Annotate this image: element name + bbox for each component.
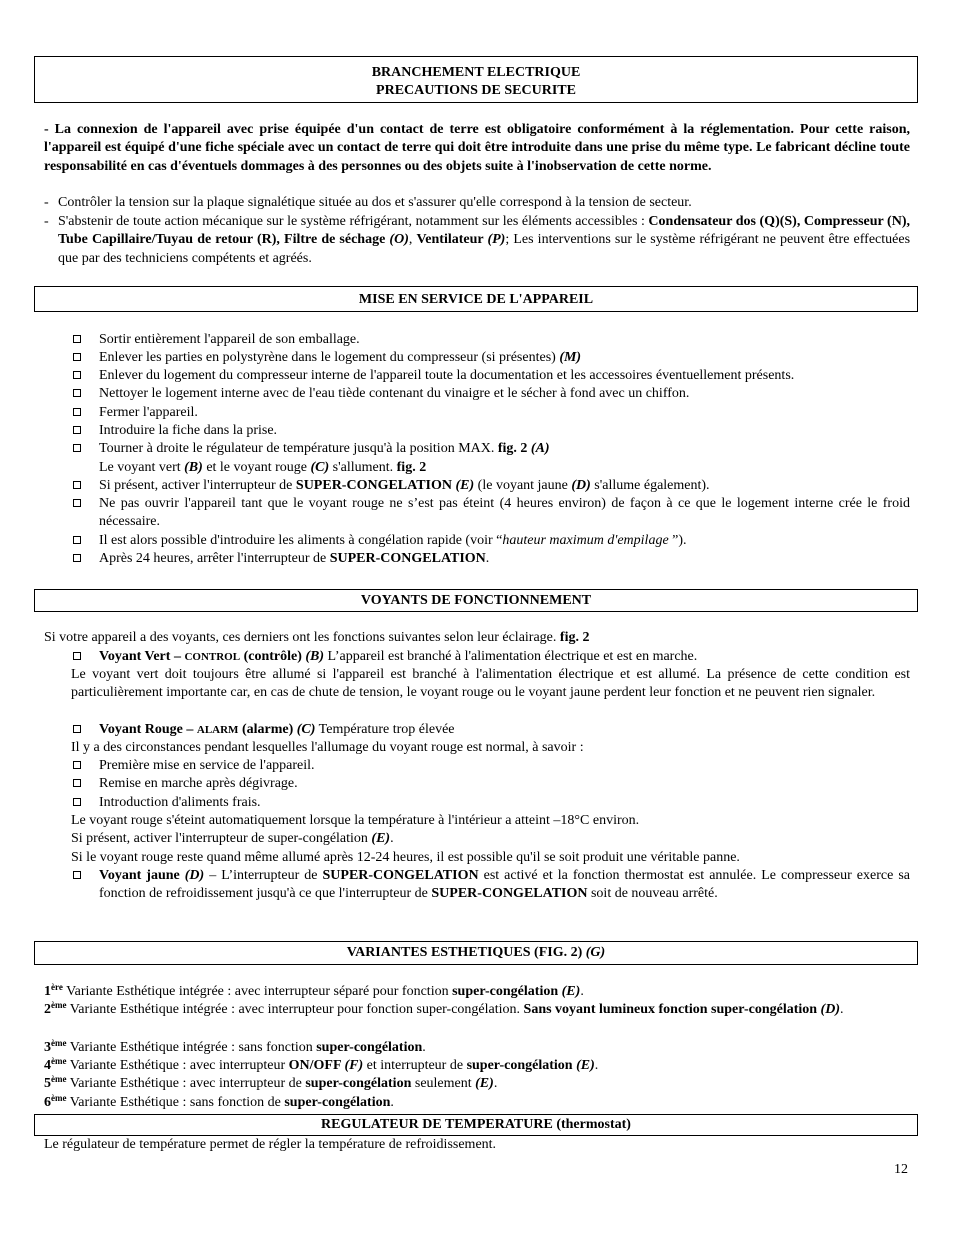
list-item: Sortir entièrement l'appareil de son emballage.: [99, 331, 954, 349]
section-header-branchement: [34, 56, 918, 103]
variante-item: 3ème Variante Esthétique intégrée : sans fonction super-congélation.: [44, 1038, 426, 1055]
variante-item: 5ème Variante Esthétique : avec interrupteur de super-congélation seulement (E).: [44, 1074, 498, 1091]
list-item-voyant-rouge: Voyant Rouge – ALARM (alarme) (C) Température trop élevée: [99, 721, 954, 739]
list-item: Il est alors possible d'introduire les aliments à congélation rapide (voir “hauteur maximum d'empilage ”).: [99, 532, 954, 550]
voyant-rouge-note: Si le voyant rouge reste quand même allumé après 12-24 heures, il est possible qu'il se soit produit une véritable panne.: [71, 850, 740, 865]
variante-item: 2ème Variante Esthétique intégrée : avec interrupteur pour fonction super-congélation. Sans voyant lumineux fonction super-congélation (D).: [44, 1000, 844, 1017]
section-header-variantes: VARIANTES ESTHETIQUES (FIG. 2) (G): [34, 941, 918, 965]
list-item: Enlever les parties en polystyrène dans le logement du compresseur (si présentes) (M): [99, 349, 954, 367]
checkbox-bullet-icon: [73, 335, 81, 343]
dash-item-refrigerant: - S'abstenir de toute action mécanique sur le système réfrigérant, notamment sur les éléments accessibles : Condensateur dos (Q)(S), Compresseur (N), Tube Capillaire/Tuyau de retour (R), Filtre de séchage (O), Ventilateur (P); Les interventions sur le système réfrigérant ne peuvent être effectuées que par des techniciens compétents et agréés.: [44, 214, 911, 266]
variante-item: 1ère Variante Esthétique intégrée : avec interrupteur séparé pour fonction super-congélation (E).: [44, 982, 584, 999]
checkbox-bullet-icon: [73, 444, 81, 452]
dash-item-voltage: - Contrôler la tension sur la plaque signalétique située au dos et s'assurer qu'elle correspond à la tension de secteur.: [44, 195, 692, 210]
circumstances-text: Il y a des circonstances pendant lesquelles l'allumage du voyant rouge est normal, à savoir :: [71, 740, 584, 755]
voyant-vert-description: Le voyant vert doit toujours être allumé si l'appareil est branché à l'alimentation électrique et est allumé. La présence de cette condition est particulièrement importante car, en cas de chute de tension, le voyant rouge ou le voyant jaune perdent leur fonction et ne peuvent rien signaler.: [71, 667, 910, 701]
checkbox-bullet-icon: [73, 652, 81, 660]
regulateur-text: Le régulateur de température permet de régler la température de refroidissement.: [44, 1137, 497, 1152]
list-item: Si présent, activer l'interrupteur de SUPER-CONGELATION (E) (le voyant jaune (D) s'allume également).: [99, 477, 954, 495]
list-item-continuation: Le voyant vert (B) et le voyant rouge (C) s'allument. fig. 2: [99, 460, 427, 475]
list-item: Fermer l'appareil.: [99, 404, 954, 422]
checkbox-bullet-icon: [73, 481, 81, 489]
voyants-intro: Si votre appareil a des voyants, ces derniers ont les fonctions suivantes selon leur éclairage. fig. 2: [44, 630, 590, 645]
checkbox-bullet-icon: [73, 499, 81, 507]
checkbox-bullet-icon: [73, 389, 81, 397]
list-item: Remise en marche après dégivrage.: [99, 775, 954, 793]
list-item: Enlever du logement du compresseur interne de l'appareil toute la documentation et les accessoires éventuellement présents.: [99, 367, 910, 385]
voyant-rouge-note: Le voyant rouge s'éteint automatiquement lorsque la température à l'intérieur a atteint –18°C environ.: [71, 813, 640, 828]
variante-item: 4ème Variante Esthétique : avec interrupteur ON/OFF (F) et interrupteur de super-congélation (E).: [44, 1056, 599, 1073]
checkbox-bullet-icon: [73, 871, 81, 879]
checkbox-bullet-icon: [73, 761, 81, 769]
earth-warning: - La connexion de l'appareil avec prise équipée d'un contact de terre est obligatoire conformément à la réglementation. Pour cette raison, l'appareil est équipé d'une fiche spéciale avec un contact de terre qui doit être introduite dans une prise du même type. Le fabricant décline toute responsabilité en cas d'éventuels dommages à des personnes ou des objets suite à l'inobservation de cette norme.: [44, 122, 910, 174]
checkbox-bullet-icon: [73, 779, 81, 787]
list-item: Nettoyer le logement interne avec de l'eau tiède contenant du vinaigre et le sécher à fond avec un chiffon.: [99, 385, 954, 403]
section-header-mise-en-service: MISE EN SERVICE DE L'APPAREIL: [34, 286, 918, 312]
voyant-rouge-note: Si présent, activer l'interrupteur de super-congélation (E).: [71, 831, 394, 846]
checkbox-bullet-icon: [73, 725, 81, 733]
section-header-voyants: VOYANTS DE FONCTIONNEMENT: [34, 589, 918, 612]
checkbox-bullet-icon: [73, 798, 81, 806]
section-title: BRANCHEMENT ELECTRIQUE: [371, 65, 581, 80]
list-item: Après 24 heures, arrêter l'interrupteur de SUPER-CONGELATION.: [99, 550, 954, 568]
checkbox-bullet-icon: [73, 536, 81, 544]
checkbox-bullet-icon: [73, 408, 81, 416]
list-item: Introduction d'aliments frais.: [99, 794, 954, 812]
list-item-voyant-vert: Voyant Vert – CONTROL (contrôle) (B) L’appareil est branché à l'alimentation électrique et est en marche.: [99, 648, 910, 666]
list-item: Première mise en service de l'appareil.: [99, 757, 954, 775]
page-number: 12: [894, 1162, 908, 1177]
checkbox-bullet-icon: [73, 371, 81, 379]
section-header-regulateur: REGULATEUR DE TEMPERATURE (thermostat): [34, 1114, 918, 1136]
list-item: Tourner à droite le régulateur de température jusqu'à la position MAX. fig. 2 (A): [99, 440, 954, 458]
checkbox-bullet-icon: [73, 426, 81, 434]
list-item: Ne pas ouvrir l'appareil tant que le voyant rouge ne s’est pas éteint (4 heures environ) de façon à ce que le logement interne crée le froid nécessaire.: [99, 495, 910, 531]
list-item: Introduire la fiche dans la prise.: [99, 422, 954, 440]
section-subtitle: PRECAUTIONS DE SECURITE: [376, 83, 576, 98]
checkbox-bullet-icon: [73, 554, 81, 562]
checkbox-bullet-icon: [73, 353, 81, 361]
variante-item: 6ème Variante Esthétique : sans fonction de super-congélation.: [44, 1093, 394, 1110]
list-item-voyant-jaune: Voyant jaune (D) – L’interrupteur de SUPER-CONGELATION est activé et la fonction thermostat est annulée. Le compresseur exerce sa fonction de refroidissement jusqu'à ce que l'interrupteur de SUPER-CONGELATION soit de nouveau arrêté.: [99, 867, 910, 903]
